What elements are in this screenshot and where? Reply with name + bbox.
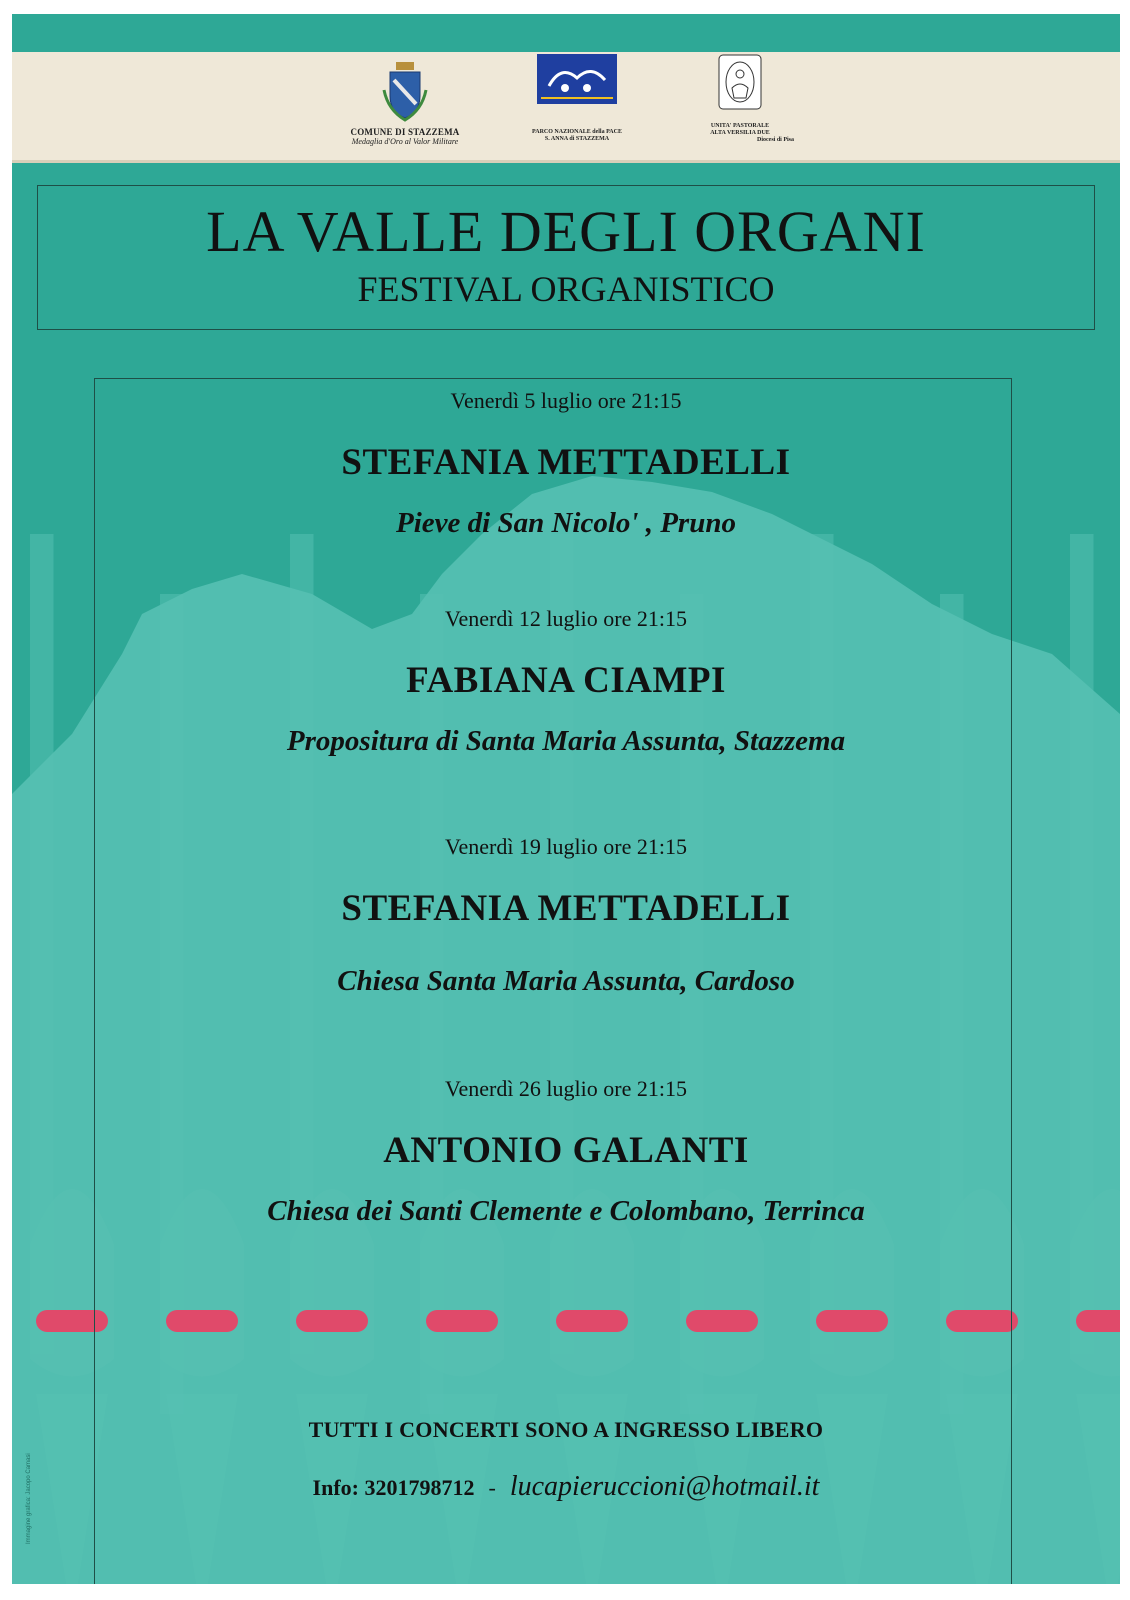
coat-of-arms-icon: [380, 60, 430, 122]
comune-logo: [330, 60, 480, 146]
info-separator: -: [488, 1475, 496, 1500]
title-box: [37, 185, 1095, 330]
event-place: Pieve di San Nicolo' , Pruno: [396, 507, 736, 539]
unita-logo: [680, 54, 800, 144]
info-email[interactable]: lucapieruccioni@hotmail.it: [509, 1471, 820, 1502]
unita-line2: ALTA VERSILIA DUE: [710, 130, 770, 136]
parco-logo: [517, 54, 637, 143]
event-3: [12, 834, 1120, 998]
event-place: Propositura di Santa Maria Assunta, Stazzema: [286, 725, 846, 757]
event-place: Chiesa dei Santi Clemente e Colombano, Terrinca: [267, 1195, 865, 1227]
event-1: [12, 388, 1120, 540]
unita-line3: Diocesi di Pisa: [757, 137, 794, 143]
event-4: [12, 1076, 1120, 1228]
free-entry-notice: TUTTI I CONCERTI SONO A INGRESSO LIBERO: [308, 1417, 824, 1442]
festival-title: LA VALLE DEGLI ORGANI: [206, 199, 926, 264]
info-phone: Info: 3201798712: [312, 1475, 475, 1500]
organ-pipe-mouth: [1076, 1310, 1120, 1332]
event-date: Venerdì 26 luglio ore 21:15: [445, 1076, 687, 1101]
logo-band: [12, 52, 1120, 163]
parco-pace-icon: [537, 54, 617, 104]
parco-line2: S. ANNA di STAZZEMA: [544, 136, 610, 142]
comune-motto: Medaglia d'Oro al Valor Militare: [351, 137, 459, 146]
event-artist: STEFANIA METTADELLI: [341, 888, 791, 929]
image-credit: Immagine grafica: Jacopo Camasi: [26, 1453, 32, 1544]
madonna-seal-icon: [718, 54, 762, 110]
event-date: Venerdì 12 luglio ore 21:15: [445, 606, 687, 631]
event-artist: ANTONIO GALANTI: [383, 1130, 749, 1171]
event-place: Chiesa Santa Maria Assunta, Cardoso: [337, 965, 795, 997]
event-artist: STEFANIA METTADELLI: [341, 442, 791, 483]
parco-line1: PARCO NAZIONALE della PACE: [532, 129, 622, 135]
event-date: Venerdì 5 luglio ore 21:15: [450, 388, 682, 413]
comune-name: COMUNE DI STAZZEMA: [350, 127, 460, 137]
poster: [12, 14, 1120, 1584]
event-artist: FABIANA CIAMPI: [406, 660, 726, 701]
contact-info: [12, 1471, 1120, 1503]
festival-subtitle: FESTIVAL ORGANISTICO: [357, 269, 775, 309]
event-2: [12, 606, 1120, 758]
event-date: Venerdì 19 luglio ore 21:15: [445, 834, 687, 859]
unita-line1: UNITA' PASTORALE: [710, 123, 770, 129]
